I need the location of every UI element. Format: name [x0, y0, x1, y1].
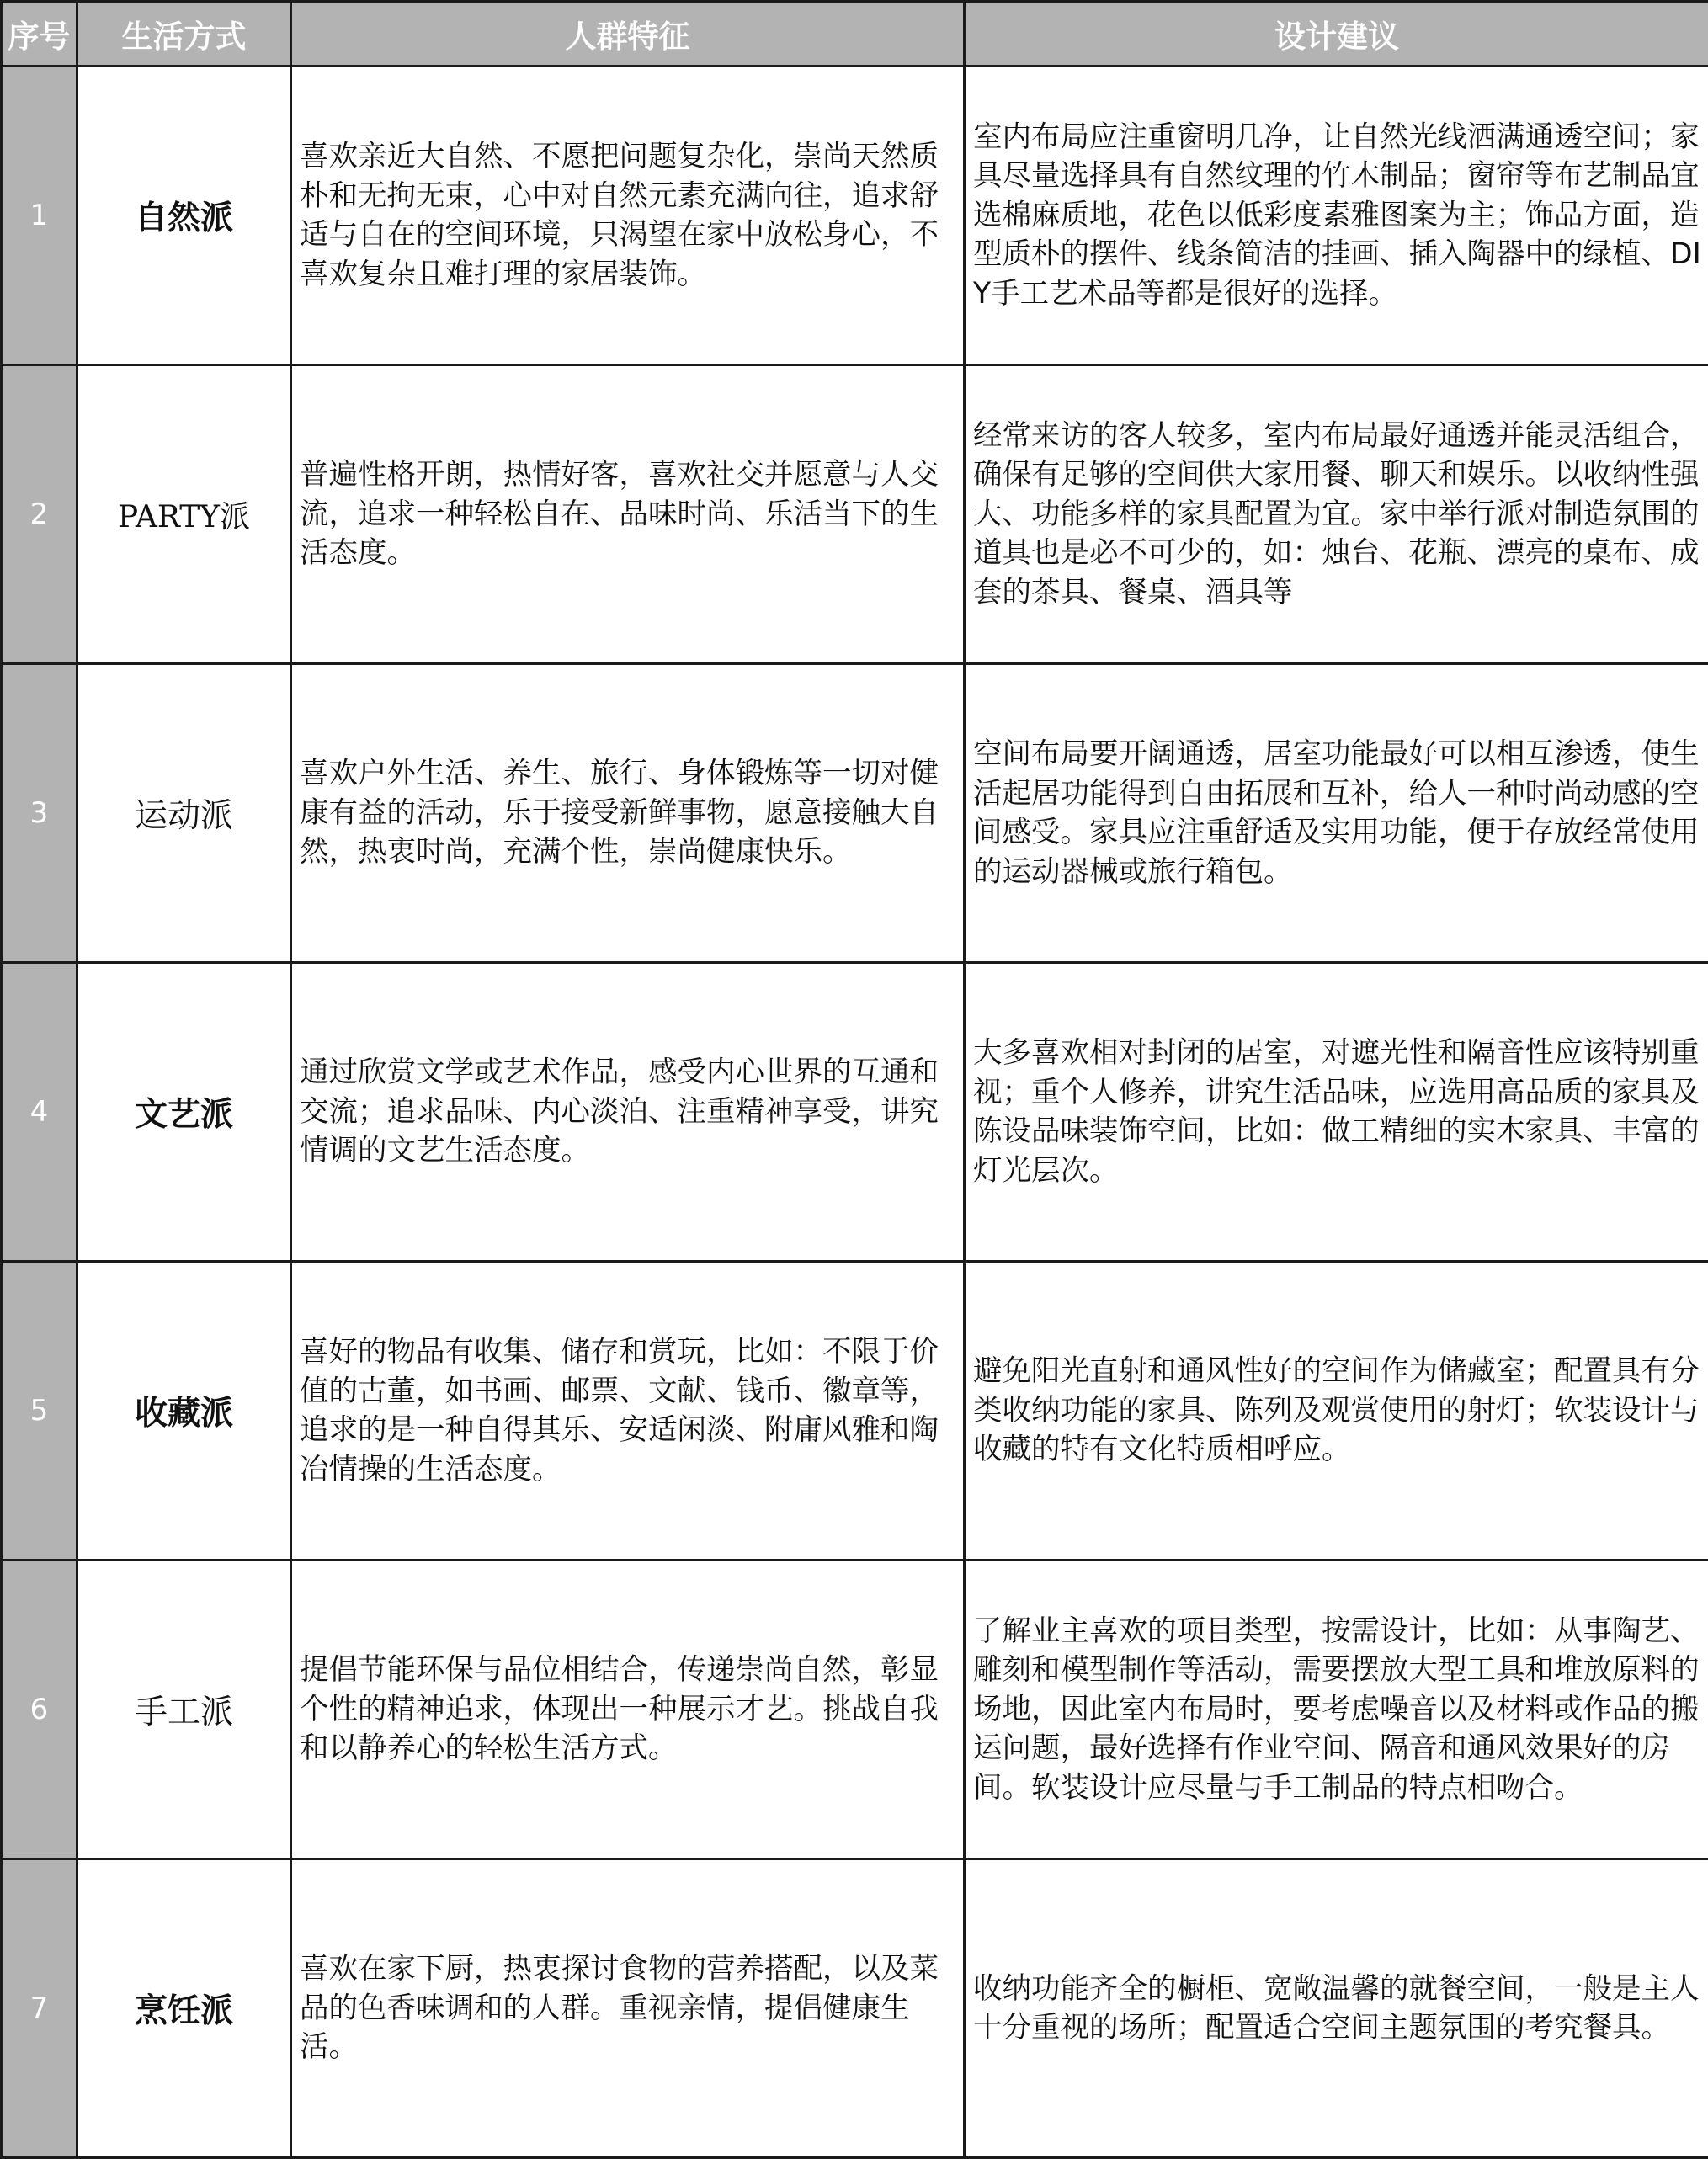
row-advice: 经常来访的客人较多，室内布局最好通透并能灵活组合，确保有足够的空间供大家用餐、聊天和娱乐。以收纳性强大、功能多样的家具配置为宜。家中举行派对制造氛围的道具也是必不可少的，如：烛台、花瓶、漂亮的桌布、成套的茶具、餐桌、酒具等: [965, 365, 1708, 664]
table-row: [2, 1561, 1708, 1859]
row-lifestyle: 收藏派: [77, 1262, 291, 1561]
row-traits: 通过欣赏文学或艺术作品，感受内心世界的互通和交流；追求品味、内心淡泊、注重精神享受，讲究情调的文艺生活态度。: [291, 963, 965, 1262]
row-advice: 空间布局要开阔通透，居室功能最好可以相互渗透，使生活起居功能得到自由拓展和互补，给人一种时尚动感的空间感受。家具应注重舒适及实用功能，便于存放经常使用的运动器械或旅行箱包。: [965, 664, 1708, 963]
header-lifestyle: 生活方式: [77, 2, 291, 66]
table-row: [2, 66, 1708, 365]
row-lifestyle: 自然派: [77, 66, 291, 365]
row-traits: 喜好的物品有收集、储存和赏玩，比如：不限于价值的古董，如书画、邮票、文献、钱币、徽章等，追求的是一种自得其乐、安适闲淡、附庸风雅和陶冶情操的生活态度。: [291, 1262, 965, 1561]
row-advice: 大多喜欢相对封闭的居室，对遮光性和隔音性应该特别重视；重个人修养，讲究生活品味，应选用高品质的家具及陈设品味装饰空间，比如：做工精细的实木家具、丰富的灯光层次。: [965, 963, 1708, 1262]
table-row: [2, 963, 1708, 1262]
row-traits: 普遍性格开朗，热情好客，喜欢社交并愿意与人交流，追求一种轻松自在、品味时尚、乐活当下的生活态度。: [291, 365, 965, 664]
table-row: [2, 664, 1708, 963]
header-traits: 人群特征: [291, 2, 965, 66]
row-lifestyle: 烹饪派: [77, 1859, 291, 2158]
row-advice: 避免阳光直射和通风性好的空间作为储藏室；配置具有分类收纳功能的家具、陈列及观赏使用的射灯；软装设计与收藏的特有文化特质相呼应。: [965, 1262, 1708, 1561]
row-index: 1: [2, 66, 77, 365]
header-index: 序号: [2, 2, 77, 66]
row-advice: 收纳功能齐全的橱柜、宽敞温馨的就餐空间，一般是主人十分重视的场所；配置适合空间主题氛围的考究餐具。: [965, 1859, 1708, 2158]
row-traits: 提倡节能环保与品位相结合，传递崇尚自然，彰显个性的精神追求，体现出一种展示才艺。挑战自我和以静养心的轻松生活方式。: [291, 1561, 965, 1859]
row-advice: 了解业主喜欢的项目类型，按需设计，比如：从事陶艺、雕刻和模型制作等活动，需要摆放大型工具和堆放原料的场地，因此室内布局时，要考虑噪音以及材料或作品的搬运问题，最好选择有作业空间、隔音和通风效果好的房间。软装设计应尽量与手工制品的特点相吻合。: [965, 1561, 1708, 1859]
row-index: 3: [2, 664, 77, 963]
table-row: [2, 1859, 1708, 2158]
row-advice: 室内布局应注重窗明几净，让自然光线洒满通透空间；家具尽量选择具有自然纹理的竹木制品；窗帘等布艺制品宜选棉麻质地，花色以低彩度素雅图案为主；饰品方面，造型质朴的摆件、线条简洁的挂画、插入陶器中的绿植、DIY手工艺术品等都是很好的选择。: [965, 66, 1708, 365]
row-lifestyle: 手工派: [77, 1561, 291, 1859]
row-index: 4: [2, 963, 77, 1262]
table-row: [2, 365, 1708, 664]
row-traits: 喜欢户外生活、养生、旅行、身体锻炼等一切对健康有益的活动，乐于接受新鲜事物，愿意接触大自然，热衷时尚，充满个性，崇尚健康快乐。: [291, 664, 965, 963]
row-lifestyle: PARTY派: [77, 365, 291, 664]
row-index: 5: [2, 1262, 77, 1561]
row-index: 2: [2, 365, 77, 664]
header-row: [2, 2, 1708, 66]
row-index: 7: [2, 1859, 77, 2158]
row-traits: 喜欢在家下厨，热衷探讨食物的营养搭配，以及菜品的色香味调和的人群。重视亲情，提倡健康生活。: [291, 1859, 965, 2158]
row-lifestyle: 运动派: [77, 664, 291, 963]
header-advice: 设计建议: [965, 2, 1708, 66]
table-row: [2, 1262, 1708, 1561]
row-traits: 喜欢亲近大自然、不愿把问题复杂化，崇尚天然质朴和无拘无束，心中对自然元素充满向往，追求舒适与自在的空间环境，只渴望在家中放松身心，不喜欢复杂且难打理的家居装饰。: [291, 66, 965, 365]
row-index: 6: [2, 1561, 77, 1859]
row-lifestyle: 文艺派: [77, 963, 291, 1262]
